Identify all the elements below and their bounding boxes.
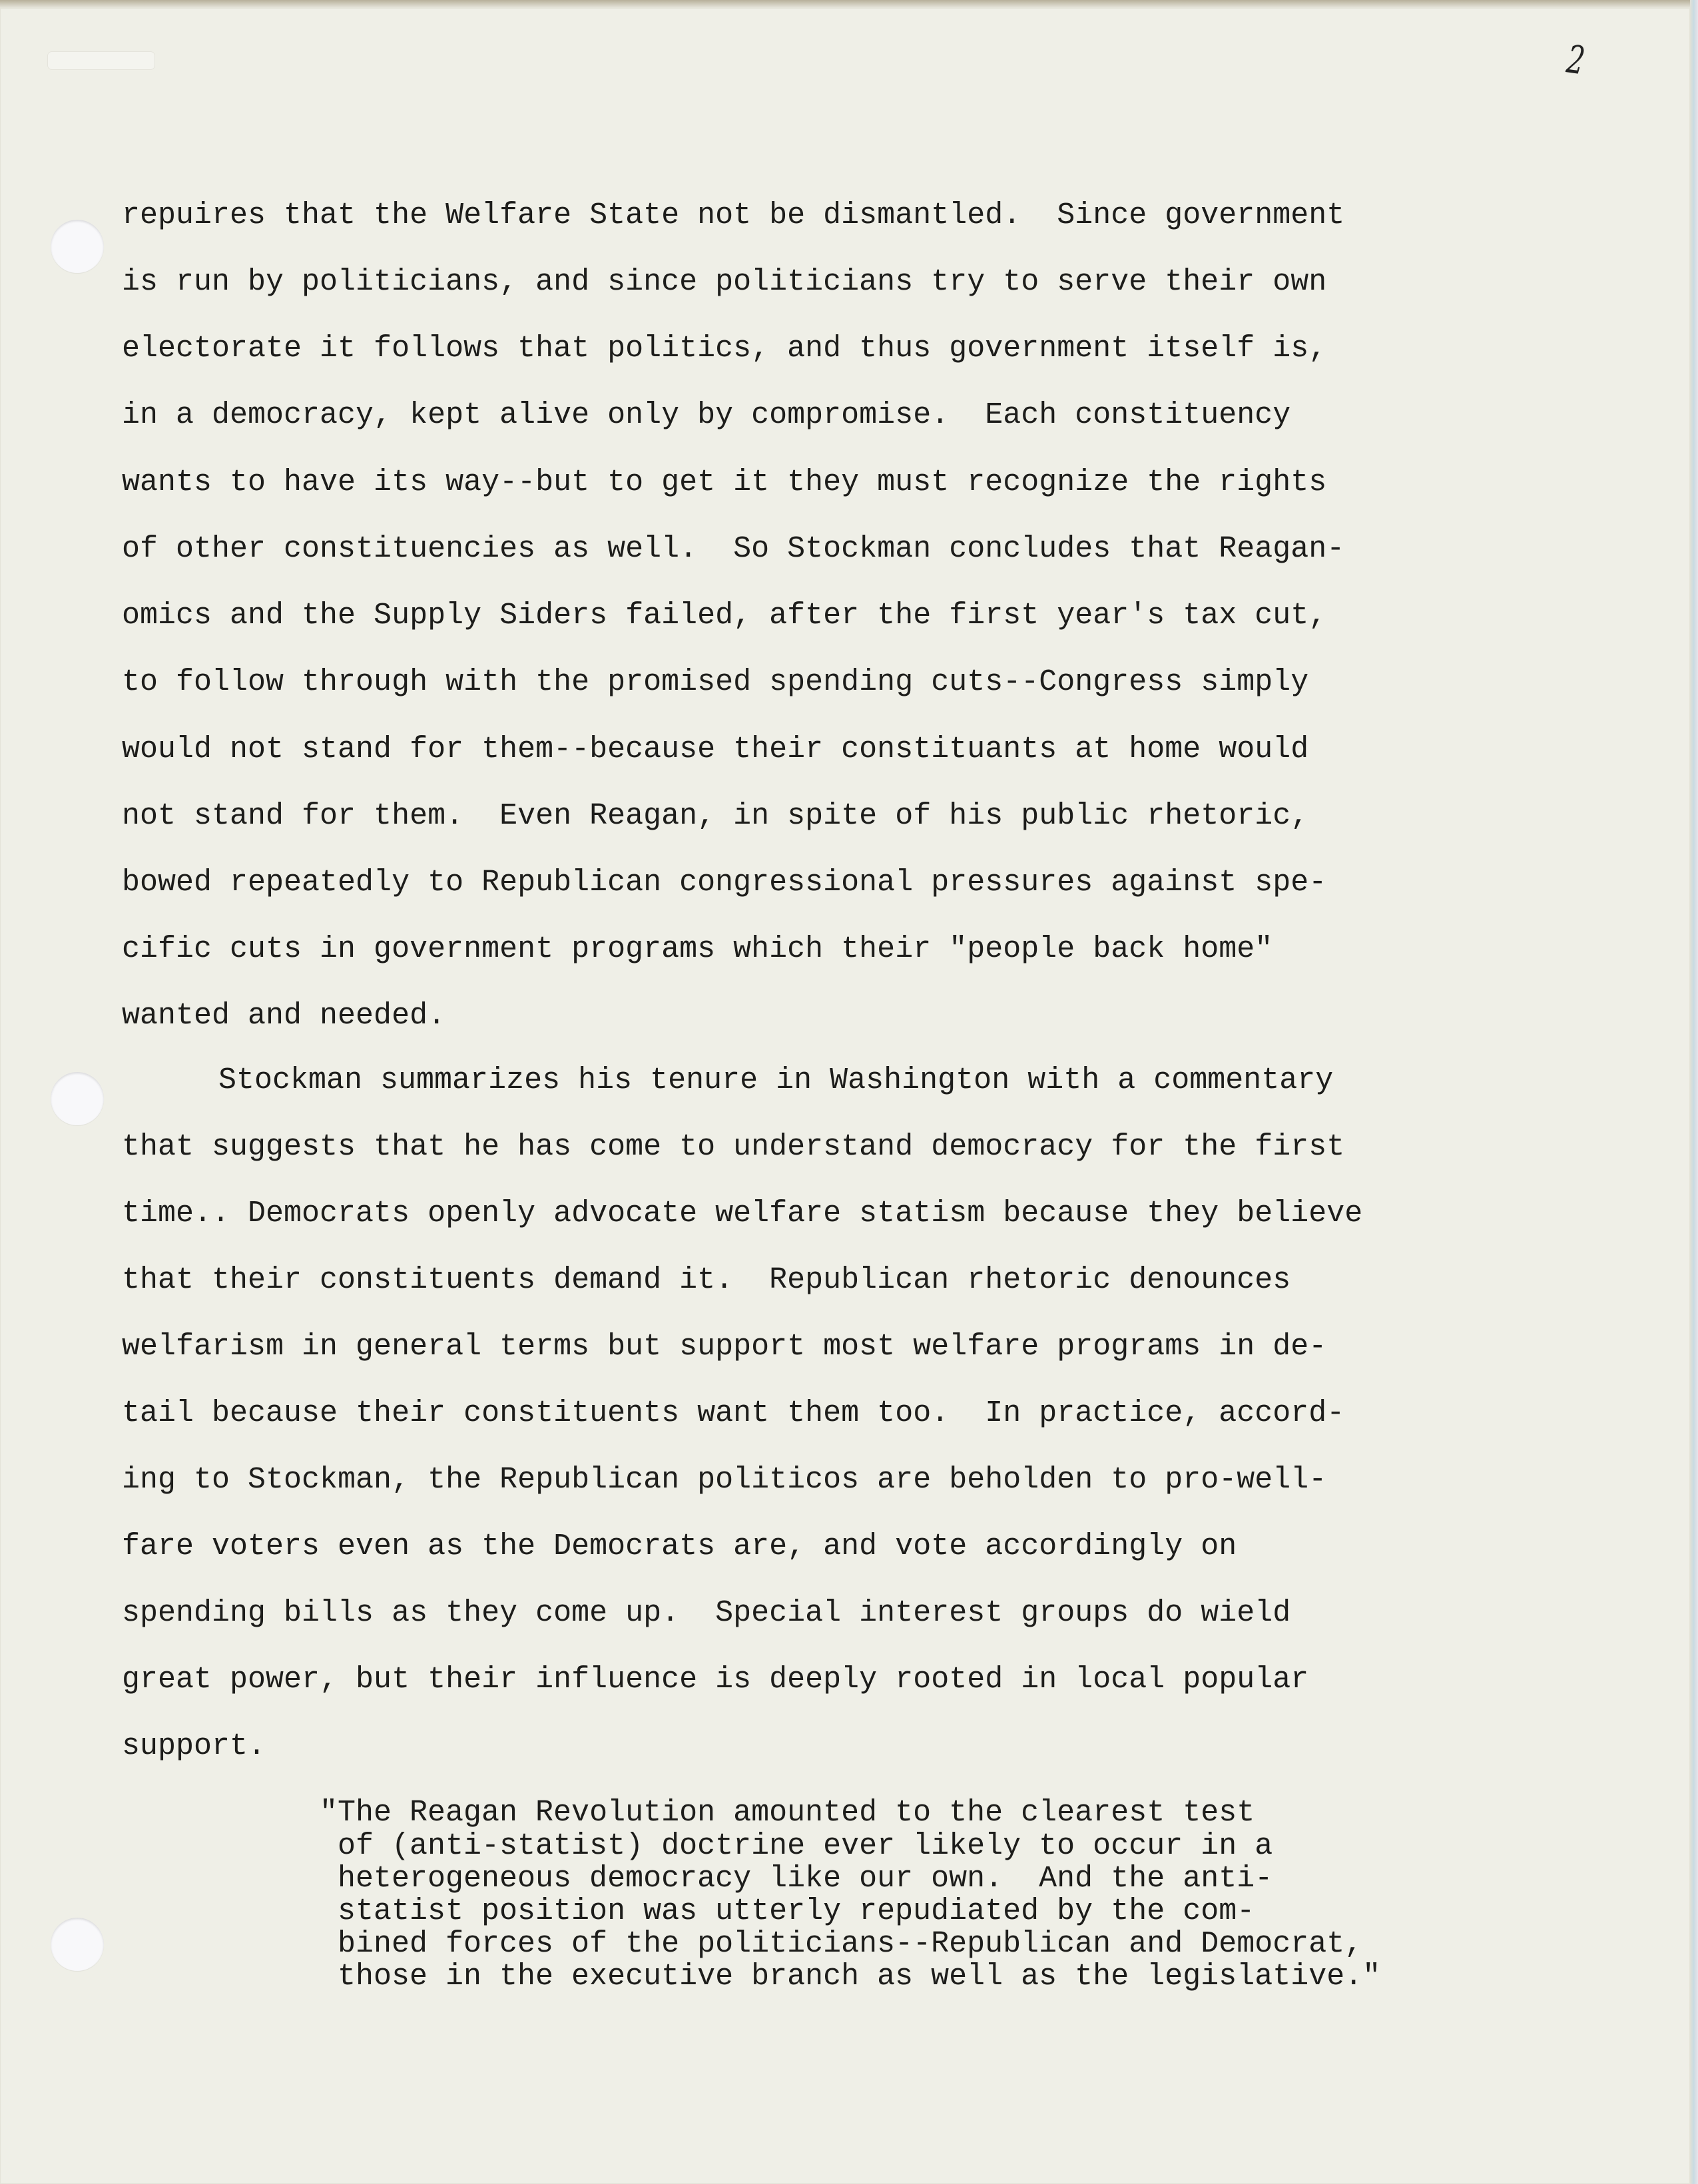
body-line: in a democracy, kept alive only by compromise. Each constituency [122,398,1291,432]
body-line: spending bills as they come up. Special interest groups do wield [122,1596,1291,1630]
body-line: cific cuts in government programs which their "people back home" [122,932,1273,966]
block-quote-line: statist position was utterly repudiated by the com- [338,1894,1255,1928]
block-quote-line: heterogeneous democracy like our own. And the anti- [338,1862,1273,1896]
punch-hole-top [51,220,104,273]
typewritten-page [0,8,1690,2184]
block-quote-line: bined forces of the politicians--Republican and Democrat, [338,1927,1363,1961]
body-line: ing to Stockman, the Republican politicos are beholden to pro-well- [122,1463,1327,1497]
staple-mark [48,52,154,69]
body-line: electorate it follows that politics, and thus government itself is, [122,332,1327,366]
body-line: Stockman summarizes his tenure in Washington with a commentary [218,1063,1334,1097]
body-line: of other constituencies as well. So Stockman concludes that Reagan- [122,532,1345,566]
body-line: to follow through with the promised spending cuts--Congress simply [122,665,1309,699]
paper-top-edge [0,0,1698,8]
body-line: that their constituents demand it. Republican rhetoric denounces [122,1263,1291,1297]
body-line: wanted and needed. [122,999,446,1033]
punch-hole-bottom [51,1918,104,1971]
body-line: time.. Democrats openly advocate welfare statism because they believe [122,1197,1363,1230]
paper-right-edge [1690,0,1698,2184]
body-line: great power, but their influence is deeply rooted in local popular [122,1663,1309,1697]
block-quote-line: those in the executive branch as well as the legislative." [338,1960,1381,1994]
body-line: wants to have its way--but to get it they must recognize the rights [122,465,1327,499]
body-line: that suggests that he has come to understand democracy for the first [122,1130,1345,1164]
body-line: would not stand for them--because their constituants at home would [122,732,1309,766]
block-quote-line: "The Reagan Revolution amounted to the clearest test [320,1796,1255,1830]
body-line: support. [122,1729,266,1763]
body-line: tail because their constituents want them too. In practice, accord- [122,1396,1345,1430]
body-line: repuires that the Welfare State not be dismantled. Since government [122,198,1345,232]
punch-hole-middle [51,1072,104,1125]
body-line: is run by politicians, and since politicians try to serve their own [122,265,1327,299]
handwritten-page-number: 2 [1563,36,1587,84]
body-line: welfarism in general terms but support most welfare programs in de- [122,1330,1327,1364]
body-line: bowed repeatedly to Republican congressional pressures against spe- [122,866,1327,900]
body-line: fare voters even as the Democrats are, and vote accordingly on [122,1529,1237,1563]
body-line: not stand for them. Even Reagan, in spite of his public rhetoric, [122,799,1309,833]
block-quote-line: of (anti-statist) doctrine ever likely to occur in a [338,1829,1273,1863]
body-line: omics and the Supply Siders failed, after the first year's tax cut, [122,599,1327,633]
